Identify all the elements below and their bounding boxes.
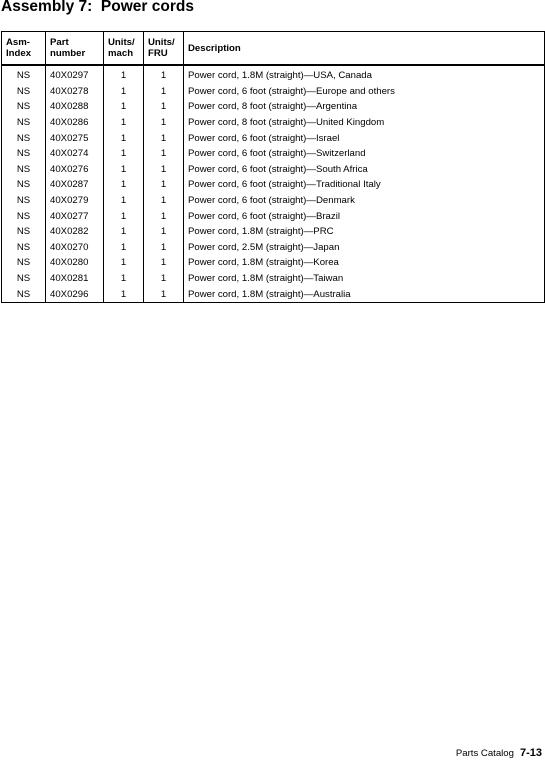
cell-part-number: 40X0270 [46, 240, 104, 256]
table-row [2, 193, 545, 209]
cell-part-number: 40X0288 [46, 99, 104, 115]
table-row [2, 208, 545, 224]
cell-part-number: 40X0286 [46, 115, 104, 131]
cell-part-number: 40X0277 [46, 208, 104, 224]
header-asm-index-line2: Index [6, 48, 32, 59]
table-row [2, 255, 545, 271]
cell-asm-index: NS [2, 255, 46, 271]
cell-part-number: 40X0276 [46, 162, 104, 178]
cell-description: Power cord, 1.8M (straight)—Taiwan [184, 271, 545, 287]
page-title: Assembly 7: Power cords [1, 0, 194, 15]
header-part-number [46, 32, 104, 66]
cell-asm-index: NS [2, 208, 46, 224]
cell-description: Power cord, 6 foot (straight)—Switzerland [184, 146, 545, 162]
cell-part-number: 40X0287 [46, 177, 104, 193]
cell-part-number: 40X0296 [46, 286, 104, 302]
cell-asm-index: NS [2, 224, 46, 240]
cell-description: Power cord, 8 foot (straight)—United Kingdom [184, 115, 545, 131]
cell-description: Power cord, 6 foot (straight)—Traditional Italy [184, 177, 545, 193]
cell-asm-index: NS [2, 146, 46, 162]
cell-units-mach: 1 [104, 115, 144, 131]
cell-units-mach: 1 [104, 208, 144, 224]
cell-asm-index: NS [2, 240, 46, 256]
cell-description: Power cord, 6 foot (straight)—Brazil [184, 208, 545, 224]
header-units-mach [104, 32, 144, 66]
table-row [2, 84, 545, 100]
cell-part-number: 40X0280 [46, 255, 104, 271]
cell-units-mach: 1 [104, 162, 144, 178]
cell-units-mach: 1 [104, 65, 144, 84]
cell-description: Power cord, 6 foot (straight)—Denmark [184, 193, 545, 209]
cell-units-fru: 1 [144, 271, 184, 287]
cell-units-mach: 1 [104, 177, 144, 193]
cell-units-fru: 1 [144, 146, 184, 162]
cell-description: Power cord, 8 foot (straight)—Argentina [184, 99, 545, 115]
table-row [2, 146, 545, 162]
cell-units-fru: 1 [144, 162, 184, 178]
table-header-row [2, 32, 545, 66]
cell-asm-index: NS [2, 130, 46, 146]
table-row [2, 271, 545, 287]
cell-units-mach: 1 [104, 240, 144, 256]
cell-asm-index: NS [2, 271, 46, 287]
cell-description: Power cord, 2.5M (straight)—Japan [184, 240, 545, 256]
cell-description: Power cord, 1.8M (straight)—Australia [184, 286, 545, 302]
cell-asm-index: NS [2, 193, 46, 209]
header-asm-index-line1: Asm- [6, 37, 30, 48]
header-units-fru-line1: Units/ [148, 37, 175, 48]
cell-description: Power cord, 6 foot (straight)—Europe and others [184, 84, 545, 100]
header-part-number-line1: Part [50, 37, 69, 48]
cell-units-fru: 1 [144, 255, 184, 271]
cell-units-fru: 1 [144, 99, 184, 115]
cell-units-mach: 1 [104, 255, 144, 271]
cell-asm-index: NS [2, 286, 46, 302]
header-asm-index [2, 32, 46, 66]
page-footer [456, 747, 542, 760]
cell-asm-index: NS [2, 84, 46, 100]
cell-units-fru: 1 [144, 177, 184, 193]
cell-units-fru: 1 [144, 115, 184, 131]
cell-units-mach: 1 [104, 146, 144, 162]
table-row [2, 115, 545, 131]
cell-units-fru: 1 [144, 193, 184, 209]
cell-units-fru: 1 [144, 240, 184, 256]
cell-units-fru: 1 [144, 224, 184, 240]
cell-part-number: 40X0279 [46, 193, 104, 209]
table-row [2, 224, 545, 240]
header-units-mach-line1: Units/ [108, 37, 135, 48]
table-row [2, 65, 545, 84]
cell-description: Power cord, 6 foot (straight)—Israel [184, 130, 545, 146]
cell-asm-index: NS [2, 115, 46, 131]
cell-units-mach: 1 [104, 224, 144, 240]
footer-label: Parts Catalog [455, 748, 514, 759]
cell-part-number: 40X0274 [46, 146, 104, 162]
cell-part-number: 40X0297 [46, 65, 104, 84]
cell-units-mach: 1 [104, 84, 144, 100]
footer-page-number: 7-13 [519, 747, 542, 759]
header-units-fru [144, 32, 184, 66]
table-row [2, 99, 545, 115]
cell-description: Power cord, 1.8M (straight)—Korea [184, 255, 545, 271]
header-units-mach-line2: mach [108, 48, 134, 59]
table-row [2, 240, 545, 256]
cell-description: Power cord, 6 foot (straight)—South Africa [184, 162, 545, 178]
cell-units-mach: 1 [104, 130, 144, 146]
cell-units-fru: 1 [144, 65, 184, 84]
cell-asm-index: NS [2, 99, 46, 115]
cell-units-mach: 1 [104, 193, 144, 209]
cell-part-number: 40X0275 [46, 130, 104, 146]
parts-table [1, 31, 545, 303]
cell-asm-index: NS [2, 162, 46, 178]
table-row [2, 286, 545, 302]
cell-units-mach: 1 [104, 286, 144, 302]
table-row [2, 177, 545, 193]
header-description: Description [184, 32, 545, 66]
cell-units-fru: 1 [144, 130, 184, 146]
cell-units-fru: 1 [144, 208, 184, 224]
cell-units-fru: 1 [144, 84, 184, 100]
cell-units-mach: 1 [104, 271, 144, 287]
cell-description: Power cord, 1.8M (straight)—PRC [184, 224, 545, 240]
cell-description: Power cord, 1.8M (straight)—USA, Canada [184, 65, 545, 84]
cell-units-mach: 1 [104, 99, 144, 115]
header-part-number-line2: number [50, 48, 86, 59]
cell-asm-index: NS [2, 177, 46, 193]
cell-asm-index: NS [2, 65, 46, 84]
cell-units-fru: 1 [144, 286, 184, 302]
header-units-fru-line2: FRU [148, 48, 168, 59]
table-row [2, 130, 545, 146]
table-row [2, 162, 545, 178]
cell-part-number: 40X0281 [46, 271, 104, 287]
cell-part-number: 40X0278 [46, 84, 104, 100]
cell-part-number: 40X0282 [46, 224, 104, 240]
parts-table-body [2, 65, 545, 302]
